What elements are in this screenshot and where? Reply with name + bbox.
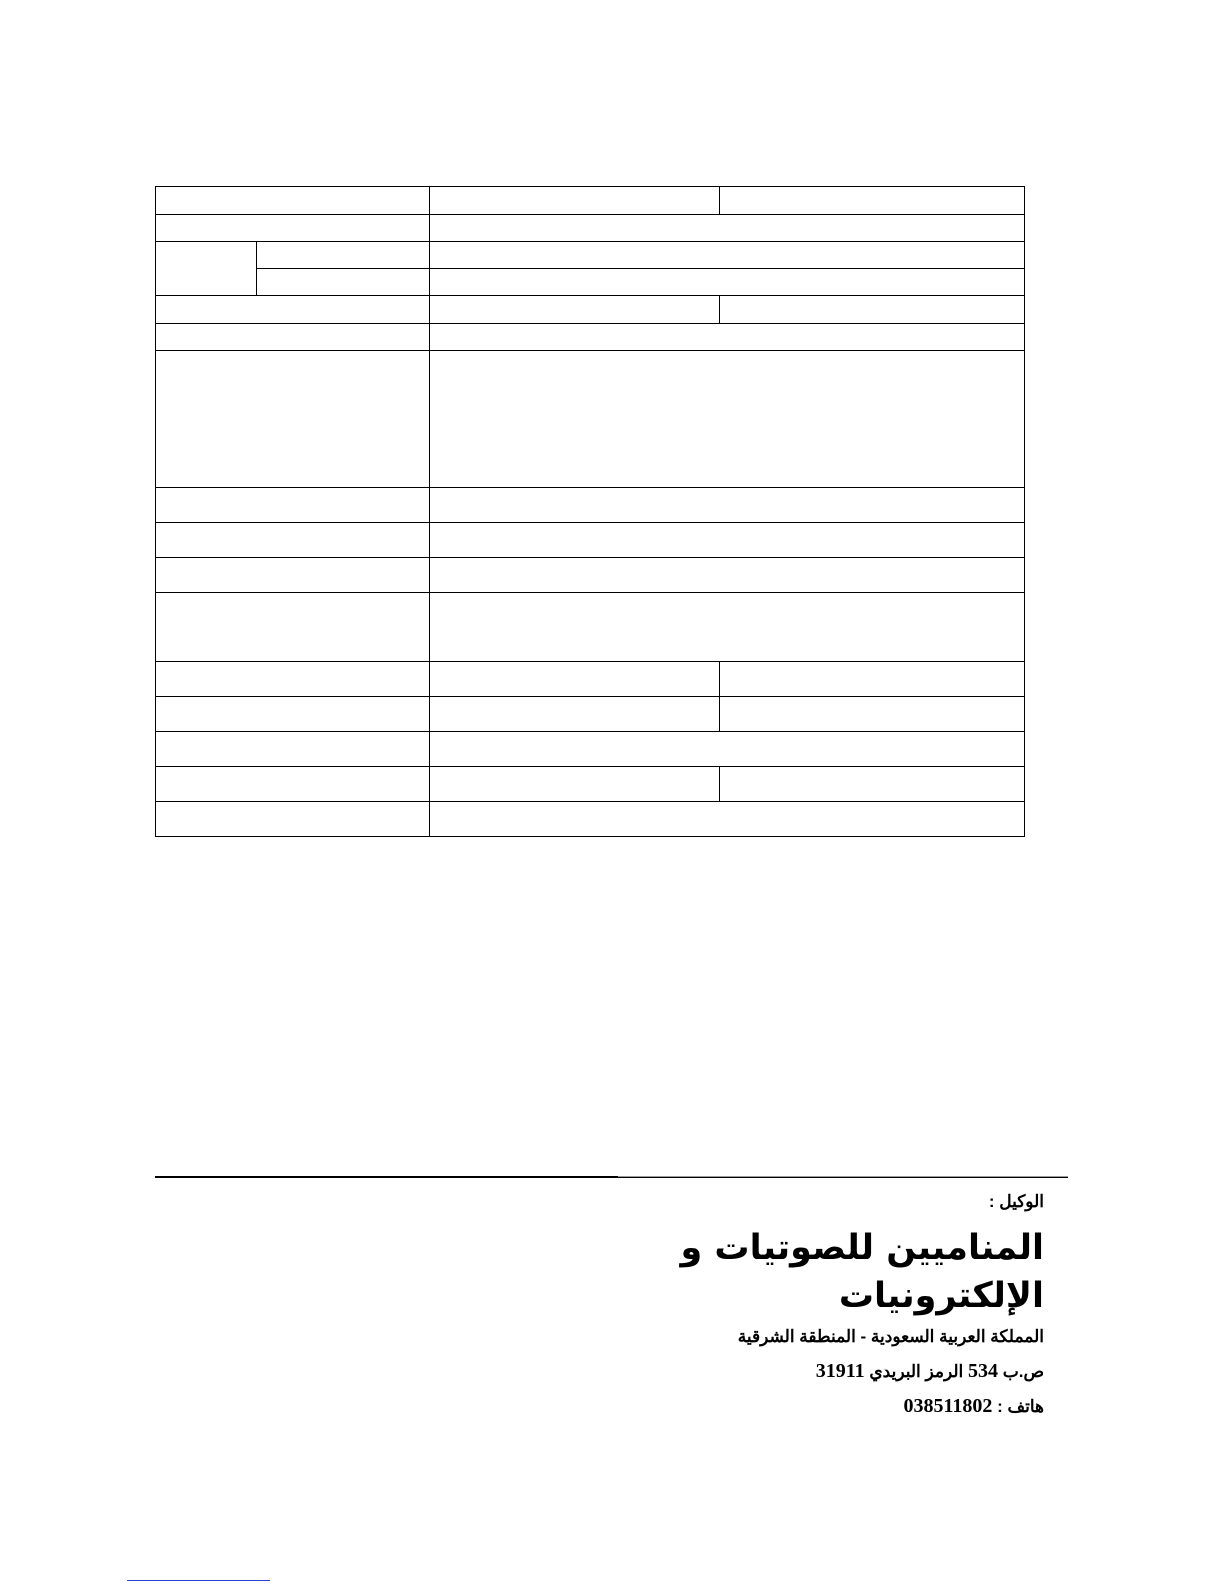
po-box-number: 534 (967, 1360, 998, 1382)
table-cell (430, 802, 1025, 837)
footer-divider-light (618, 1176, 1068, 1177)
table-row (156, 697, 1025, 732)
table-row (156, 558, 1025, 593)
table-row (156, 215, 1025, 242)
spec-table (155, 186, 1025, 837)
table-row (156, 269, 1025, 296)
table-cell (430, 488, 1025, 523)
postal-code-label: الرمز البريدي (869, 1362, 964, 1381)
table-cell (156, 802, 430, 837)
table-cell (156, 296, 430, 324)
phone-line (524, 1389, 1044, 1424)
table-cell (430, 351, 1025, 488)
table-cell (720, 697, 1025, 732)
table-cell (430, 558, 1025, 593)
agent-label: الوكيل : (988, 1192, 1044, 1211)
po-box-line (524, 1354, 1044, 1389)
table-cell (156, 732, 430, 767)
link-underline (127, 1580, 270, 1581)
table-cell (156, 558, 430, 593)
agent-block (524, 1192, 1044, 1424)
table-cell (430, 269, 1025, 296)
table-cell (720, 767, 1025, 802)
table-row (156, 802, 1025, 837)
table-cell (156, 767, 430, 802)
po-box-prefix: ص.ب (1002, 1362, 1044, 1381)
table-row (156, 593, 1025, 662)
table-cell (156, 488, 430, 523)
table-cell (430, 187, 720, 215)
table-row (156, 662, 1025, 697)
table-cell (257, 242, 430, 269)
table-row (156, 523, 1025, 558)
company-name: المناميين للصوتيات و الإلكترونيات (680, 1228, 1044, 1316)
table-cell (430, 593, 1025, 662)
table-cell (430, 215, 1025, 242)
table-cell (720, 296, 1025, 324)
phone-label: هاتف : (997, 1397, 1044, 1416)
table-cell (156, 242, 257, 296)
table-cell (430, 242, 1025, 269)
table-cell (430, 697, 720, 732)
table-row (156, 732, 1025, 767)
table-cell (720, 662, 1025, 697)
table-cell (430, 732, 1025, 767)
table-row (156, 324, 1025, 351)
table-row (156, 767, 1025, 802)
table-cell (156, 215, 430, 242)
table-cell (156, 593, 430, 662)
table-row (156, 488, 1025, 523)
table-cell (156, 187, 430, 215)
table-cell (156, 662, 430, 697)
table-cell (257, 269, 430, 296)
address-line: المملكة العربية السعودية - المنطقة الشرقية (737, 1327, 1044, 1346)
table-row (156, 351, 1025, 488)
phone-number: 038511802 (903, 1395, 993, 1417)
table-cell (430, 324, 1025, 351)
table-row (156, 296, 1025, 324)
postal-code: 31911 (815, 1360, 865, 1382)
table-cell (430, 767, 720, 802)
table-cell (156, 697, 430, 732)
table-cell (430, 523, 1025, 558)
table-row (156, 242, 1025, 269)
table-row (156, 187, 1025, 215)
table-cell (720, 187, 1025, 215)
table-cell (156, 324, 430, 351)
table-cell (430, 296, 720, 324)
table-cell (430, 662, 720, 697)
table-cell (156, 523, 430, 558)
table-cell (156, 351, 430, 488)
